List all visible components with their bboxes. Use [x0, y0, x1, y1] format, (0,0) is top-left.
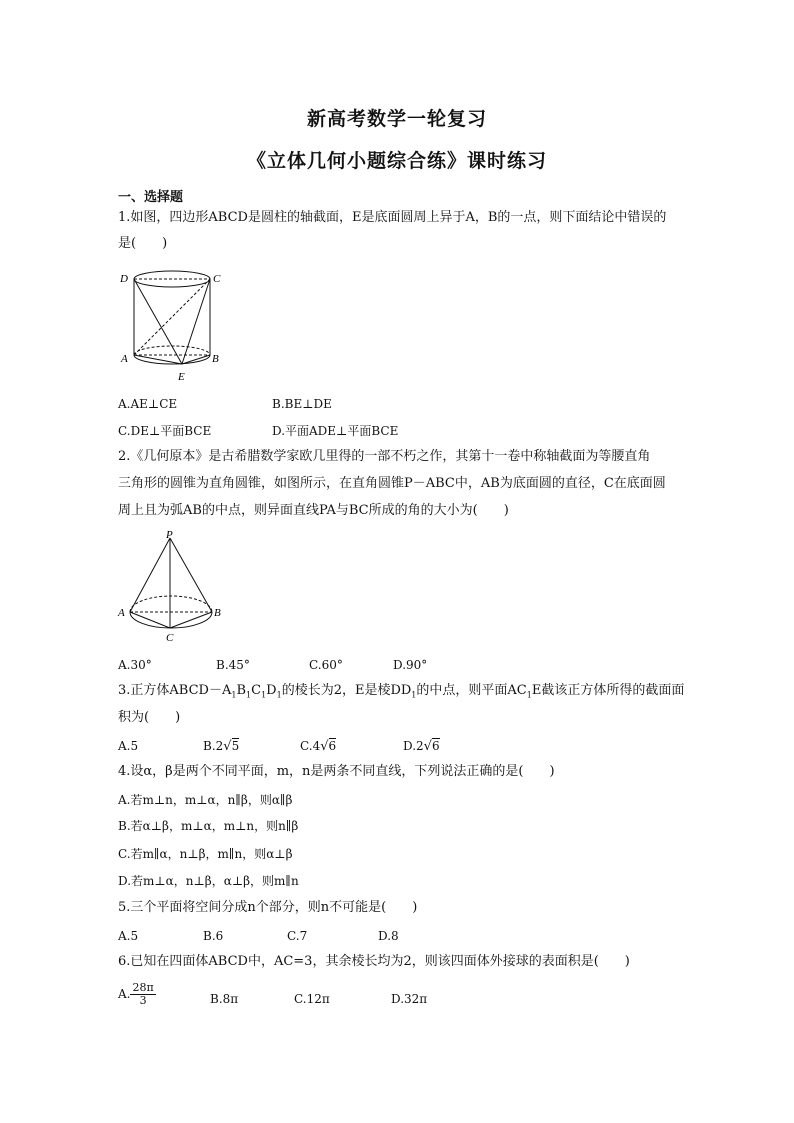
q5-option-b[interactable]: B.6: [203, 929, 224, 943]
label-p: P: [166, 530, 173, 541]
q5-option-a[interactable]: A.5: [118, 929, 139, 943]
q2-cone-figure: [116, 530, 234, 646]
label-a: A: [118, 607, 125, 619]
sqrt-icon: √: [223, 739, 232, 754]
page-title: 新高考数学一轮复习: [306, 108, 487, 130]
q3-text-line2: 积为( ): [118, 710, 181, 725]
segment-ac: [134, 279, 210, 355]
label-d: D: [120, 273, 128, 285]
q4-option-c[interactable]: C.若m∥α，n⊥β，m∥n，则α⊥β: [118, 847, 293, 861]
q1-text-line2: 是( ): [118, 236, 168, 251]
cone-right-edge: [170, 538, 212, 612]
segment-ae: [134, 355, 182, 364]
q2-text-line3: 周上且为弧AB的中点，则异面直线PA与BC所成的角的大小为( ): [118, 503, 509, 518]
q4-option-a[interactable]: A.若m⊥n，m⊥α，n∥β，则α∥β: [118, 793, 293, 807]
section-heading: 一、选择题: [118, 190, 184, 205]
q3-text-line1: 3.正方体$ABCD-A_1B_1C_1D_1$的棱长为2，E是棱$DD_1$的中点，则平面$AC_1E$截该正方体所得的截面面: [118, 683, 685, 700]
q6-text-line1: 6.已知在四面体ABCD中，AC=3，其余棱长均为2，则该四面体外接球的表面积是( ): [118, 954, 630, 969]
segment-ce: [182, 279, 210, 364]
q4-option-d[interactable]: D.若m⊥α，n⊥β，α⊥β，则m∥n: [118, 874, 299, 888]
q1-option-b[interactable]: B.BE⊥DE: [272, 397, 332, 411]
q5-option-d[interactable]: D.8: [378, 929, 399, 943]
q4-option-b[interactable]: B.若α⊥β，m⊥α，m⊥n，则n∥β: [118, 819, 299, 833]
fraction: $\frac{28\pi}{3}$: [132, 981, 154, 1007]
q6-option-c[interactable]: C.12π: [294, 992, 330, 1006]
q1-text-line1: 1.如图，四边形ABCD是圆柱的轴截面，E是底面圆周上异于A，B的一点，则下面结论中错误的: [118, 210, 667, 225]
q3-option-c[interactable]: C.4√6: [300, 739, 337, 754]
q2-option-a[interactable]: A.30°: [118, 658, 152, 672]
label-c: C: [213, 273, 221, 285]
q6-option-a[interactable]: A. $\frac{28\pi}{3}$: [118, 981, 154, 1007]
cylinder-bottom-front: [134, 355, 210, 364]
label-b: B: [212, 353, 219, 365]
sqrt-icon: √: [320, 739, 329, 754]
q1-option-d[interactable]: D.平面ADE⊥平面BCE: [272, 424, 399, 438]
q1-cylinder-figure: [116, 266, 226, 388]
q5-option-c[interactable]: C.7: [287, 929, 308, 943]
q1-option-a[interactable]: A.AE⊥CE: [118, 397, 178, 411]
q2-text-line1: 2.《几何原本》是古希腊数学家欧几里得的一部不朽之作，其第十一卷中称轴截面为等腰直角: [118, 449, 651, 464]
cone-left-edge: [130, 538, 170, 612]
cone-base-back: [130, 596, 212, 612]
page-subtitle: 《立体几何小题综合练》课时练习: [246, 150, 547, 172]
q2-option-b[interactable]: B.45°: [216, 658, 250, 672]
cone-base-front: [130, 612, 212, 628]
label-c: C: [166, 632, 174, 644]
q3-option-d[interactable]: D.2√6: [403, 739, 440, 754]
sub-1: 1: [231, 690, 237, 700]
q3-option-a[interactable]: A.5: [118, 739, 139, 753]
label-a: A: [121, 353, 128, 365]
label-b: B: [214, 607, 221, 619]
q6-option-d[interactable]: D.32π: [391, 992, 428, 1006]
q4-text-line1: 4.设α，β是两个不同平面，m，n是两条不同直线，下列说法正确的是( ): [118, 764, 555, 779]
segment-de: [134, 279, 182, 364]
q5-text-line1: 5.三个平面将空间分成n个部分，则n不可能是( ): [118, 900, 418, 915]
cylinder-bottom-back: [134, 346, 210, 355]
label-e: E: [178, 371, 185, 383]
q2-text-line2: 三角形的圆锥为直角圆锥，如图所示，在直角圆锥P－ABC中，AB为底面圆的直径，C在底面圆: [118, 476, 666, 491]
q2-option-d[interactable]: D.90°: [393, 658, 428, 672]
q2-option-c[interactable]: C.60°: [309, 658, 343, 672]
q3-option-b[interactable]: B.2√5: [203, 739, 240, 754]
q1-option-c[interactable]: C.DE⊥平面BCE: [118, 424, 212, 438]
q6-option-b[interactable]: B.8π: [210, 992, 239, 1006]
sqrt-icon: √: [423, 739, 432, 754]
